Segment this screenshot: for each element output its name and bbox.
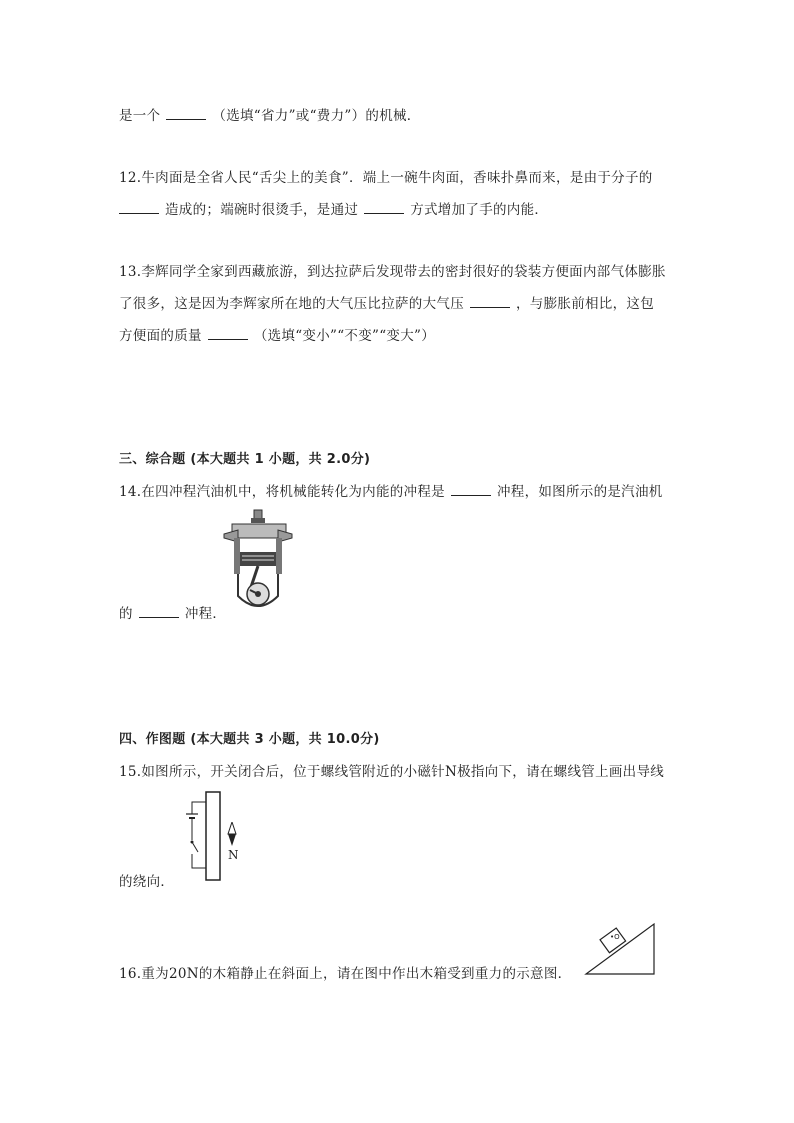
engine-diagram xyxy=(220,508,296,616)
q15-line-1 xyxy=(119,760,664,780)
q14-blank-2[interactable] xyxy=(139,605,179,618)
q14-line-1 xyxy=(119,480,663,500)
q13-text-2b: ，与膨胀前相比，这包 xyxy=(516,296,654,312)
q13-blank-1[interactable] xyxy=(470,295,510,308)
q12-text-2a: 造成的；端碗时很烫手，是通过 xyxy=(165,202,359,218)
q12-text-1: 12.牛肉面是全省人民“舌尖上的美食”．端上一碗牛肉面，香味扑鼻而来，是由于分子的 xyxy=(119,170,653,186)
q14-line-2 xyxy=(119,602,226,622)
q12-line-2 xyxy=(119,198,548,218)
q13-line-1 xyxy=(119,260,666,280)
q14-blank-1[interactable] xyxy=(451,483,491,496)
section-4-heading: 四、作图题 (本大题共 3 小题，共 10.0分) xyxy=(119,732,380,747)
section-3-heading: 三、综合题 (本大题共 1 小题，共 2.0分) xyxy=(119,452,371,467)
q16-text-1: 16.重为20N的木箱静止在斜面上，请在图中作出木箱受到重力的示意图． xyxy=(119,966,572,982)
q16-line-1 xyxy=(119,962,571,982)
incline-diagram xyxy=(584,918,658,978)
needle-n-label: N xyxy=(228,848,239,862)
q11-text-post: （选填“省力”或“费力”）的机械． xyxy=(212,108,421,124)
q12-blank-1[interactable] xyxy=(119,201,159,214)
q13-text-1: 13.李辉同学全家到西藏旅游，到达拉萨后发现带去的密封很好的袋装方便面内部气体膨胀 xyxy=(119,264,666,280)
q14-text-2b: 冲程． xyxy=(184,606,227,622)
compass-needle-icon xyxy=(226,822,238,850)
q12-line-1 xyxy=(119,166,653,186)
q13-text-3b: （选填“变小”“不变”“变大”） xyxy=(253,328,436,344)
q14-text-1a: 14.在四冲程汽油机中，将机械能转化为内能的冲程是 xyxy=(119,484,445,500)
box-center-label: •O xyxy=(610,933,620,941)
q15-line-2 xyxy=(119,870,174,890)
q11-text-pre: 是一个 xyxy=(119,108,161,124)
q13-text-3a: 方便面的质量 xyxy=(119,328,202,344)
q12-text-2b: 方式增加了手的内能． xyxy=(410,202,549,218)
q13-blank-2[interactable] xyxy=(208,327,248,340)
q13-text-2a: 了很多，这是因为李辉家所在地的大气压比拉萨的大气压 xyxy=(119,296,464,312)
q13-line-2 xyxy=(119,292,654,312)
q14-text-2a: 的 xyxy=(119,606,133,622)
q13-line-3 xyxy=(119,324,435,344)
q14-text-1b: 冲程，如图所示的是汽油机 xyxy=(496,484,663,500)
q15-text-1: 15.如图所示，开关闭合后，位于螺线管附近的小磁针N极指向下，请在螺线管上画出导线 xyxy=(119,764,665,780)
q12-blank-2[interactable] xyxy=(364,201,404,214)
q11-line xyxy=(119,104,421,124)
q15-text-2: 的绕向． xyxy=(119,874,175,890)
q11-blank[interactable] xyxy=(166,107,206,120)
